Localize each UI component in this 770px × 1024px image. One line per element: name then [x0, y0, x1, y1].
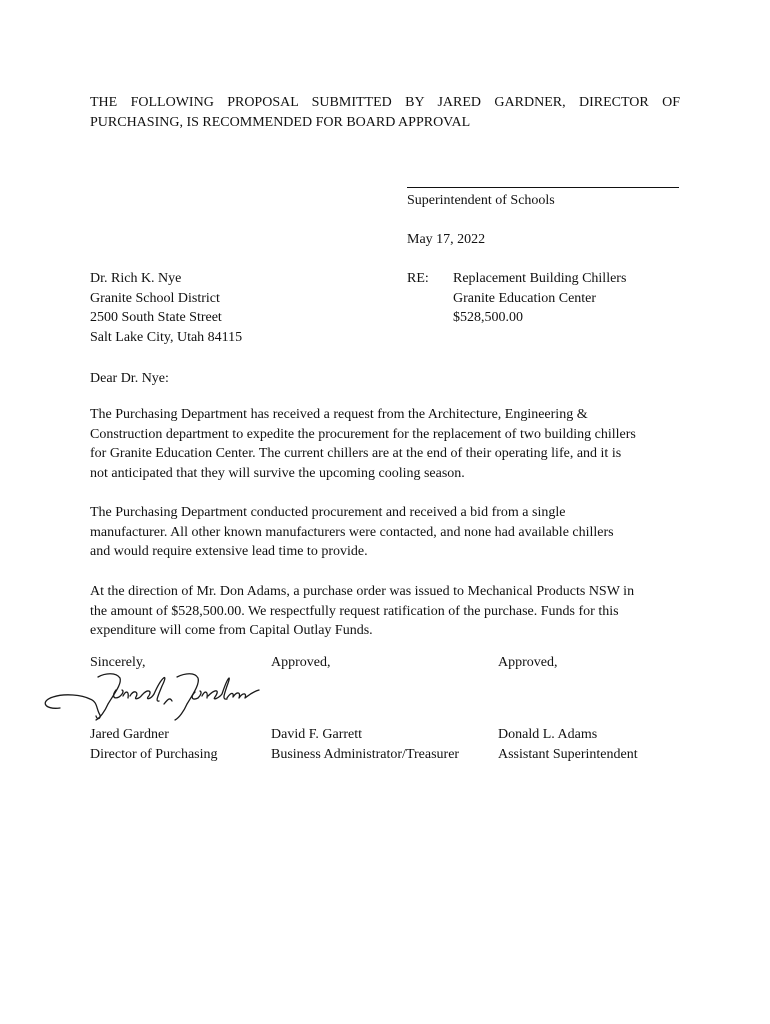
- paragraph-line: not anticipated that they will survive the upcoming cooling season.: [90, 465, 465, 481]
- signer-donald-adams: [498, 725, 638, 764]
- paragraph-line: The Purchasing Department conducted procurement and received a bid from a single: [90, 505, 566, 520]
- paragraph-line: the amount of $528,500.00. We respectfully request ratification of the purchase. Funds for this: [90, 603, 619, 619]
- signer-david-garrett: [271, 725, 459, 764]
- signer-name: Donald L. Adams: [498, 727, 598, 742]
- paragraph-line: At the direction of Mr. Don Adams, a purchase order was issued to Mechanical Products NSW in: [90, 584, 635, 599]
- closing-approved-1: Approved,: [271, 655, 331, 670]
- signer-title: Business Administrator/Treasurer: [271, 746, 460, 762]
- signer-title: Director of Purchasing: [90, 746, 218, 762]
- recipient-address: [90, 269, 242, 347]
- superintendent-signature-line: [407, 187, 679, 188]
- body-paragraph-2: [90, 503, 690, 562]
- heading-line-2: PURCHASING, IS RECOMMENDED FOR BOARD APPROVAL: [90, 114, 471, 130]
- re-location: Granite Education Center: [453, 290, 597, 306]
- paragraph-line: Construction department to expedite the procurement for the replacement of two building chillers: [90, 426, 636, 442]
- re-amount: $528,500.00: [453, 310, 523, 325]
- body-paragraph-1: [90, 405, 690, 483]
- paragraph-line: and would require extensive lead time to provide.: [90, 544, 368, 559]
- heading-line-1: THE FOLLOWING PROPOSAL SUBMITTED BY JARED GARDNER, DIRECTOR OF: [90, 95, 680, 110]
- closing-approved-2: Approved,: [498, 655, 558, 670]
- body-paragraph-3: [90, 582, 690, 641]
- paragraph-line: The Purchasing Department has received a request from the Architecture, Engineering &: [90, 407, 588, 422]
- signer-name: Jared Gardner: [90, 727, 169, 742]
- recipient-organization: Granite School District: [90, 290, 220, 306]
- recipient-city: Salt Lake City, Utah 84115: [90, 329, 243, 345]
- salutation: Dear Dr. Nye:: [90, 371, 169, 386]
- closing-sincerely: Sincerely,: [90, 655, 146, 670]
- superintendent-label: Superintendent of Schools: [407, 193, 555, 208]
- re-details: [453, 269, 626, 328]
- paragraph-line: expenditure will come from Capital Outlay Funds.: [90, 623, 373, 638]
- signer-jared-gardner: [90, 725, 218, 764]
- signature-strokes: [45, 674, 259, 720]
- proposal-heading: [90, 93, 680, 132]
- recipient-name: Dr. Rich K. Nye: [90, 271, 182, 286]
- recipient-street: 2500 South State Street: [90, 310, 222, 325]
- paragraph-line: manufacturer. All other known manufacturers were contacted, and none had available chillers: [90, 524, 614, 540]
- signer-title: Assistant Superintendent: [498, 746, 638, 762]
- paragraph-line: for Granite Education Center. The current chillers are at the end of their operating life, and it is: [90, 446, 622, 461]
- re-subject: Replacement Building Chillers: [453, 271, 627, 286]
- letter-date: May 17, 2022: [407, 232, 486, 247]
- handwritten-signature: [38, 668, 270, 724]
- signer-name: David F. Garrett: [271, 727, 363, 742]
- re-label: RE:: [407, 271, 429, 286]
